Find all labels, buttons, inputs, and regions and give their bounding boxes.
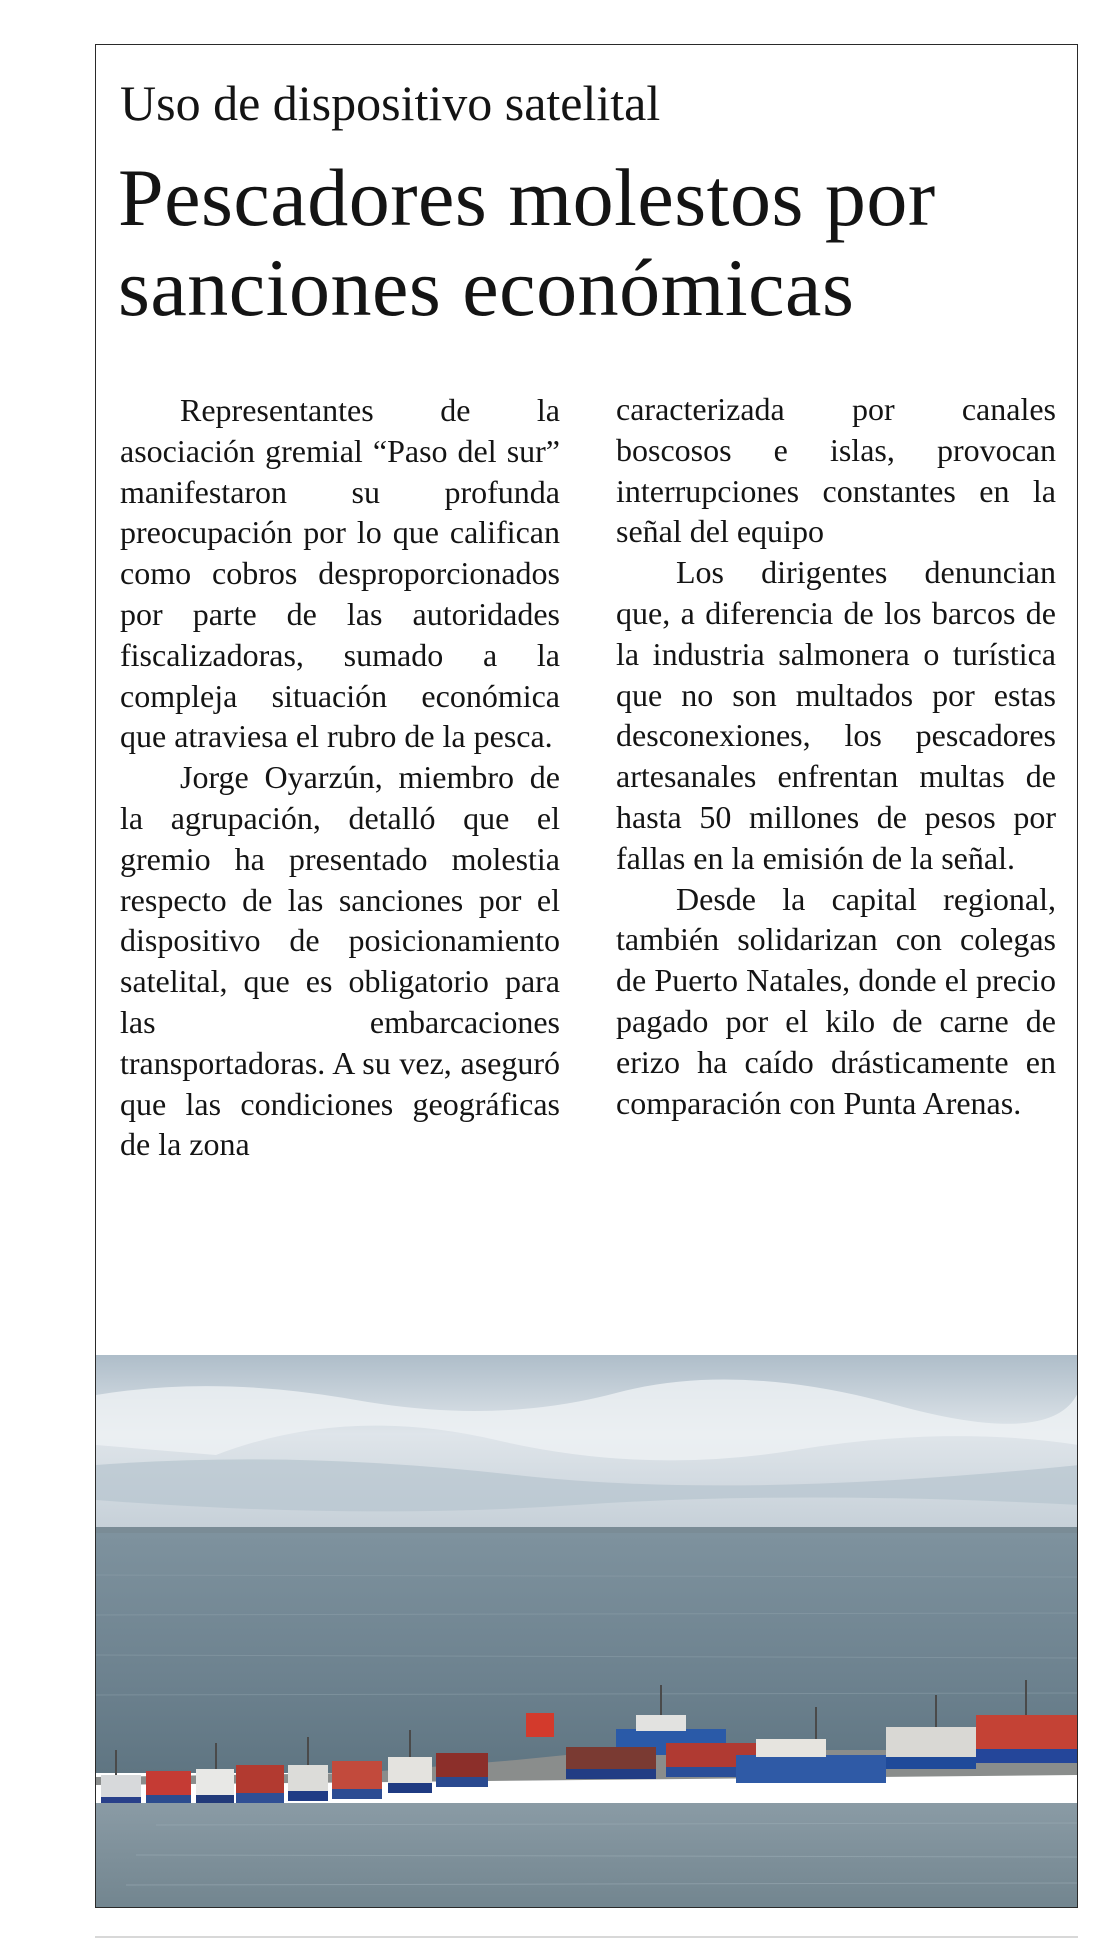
page-bottom-rule [95,1936,1078,1938]
harbor-photo [96,1355,1078,1908]
article-frame [95,44,1078,1908]
paragraph: caracterizada por canales boscosos e islas, provocan interrupciones constantes en la señal del equipo [616,391,1056,550]
column-left [120,390,560,1165]
article-kicker: Uso de dispositivo satelital [120,75,661,131]
horizon-land [96,1527,1078,1533]
article-headline: Pescadores molestos por sanciones económicas [118,152,936,333]
harbor-photo-illustration [96,1355,1078,1908]
paragraph: Representantes de la asociación gremial “Paso del sur” manifestaron su profunda preocupación por lo que califican como cobros desproporcionados por parte de las autoridades fiscalizadoras, sumado a la compleja situación económica que atraviesa el rubro de la pesca. [120,392,560,755]
column-right [616,389,1056,1123]
paragraph: Jorge Oyarzún, miembro de la agrupación, detalló que el gremio ha presentado molestia respecto de las sanciones por el dispositivo de posicionamiento satelital, que es obligatorio para las embarcaciones transportadoras. A su vez, aseguró que las condiciones geográficas de la zona [120,759,560,1163]
paragraph: Desde la capital regional, también solidarizan con colegas de Puerto Natales, donde el precio pagado por el kilo de carne de erizo ha caído drásticamente en comparación con Punta Arenas. [616,880,1056,1121]
paragraph: Los dirigentes denuncian que, a diferencia de los barcos de la industria salmonera o turística que no son multados por estas desconexiones, los pescadores artesanales enfrentan multas de hasta 50 millones de pesos por fallas en la emisión de la señal. [616,554,1056,876]
